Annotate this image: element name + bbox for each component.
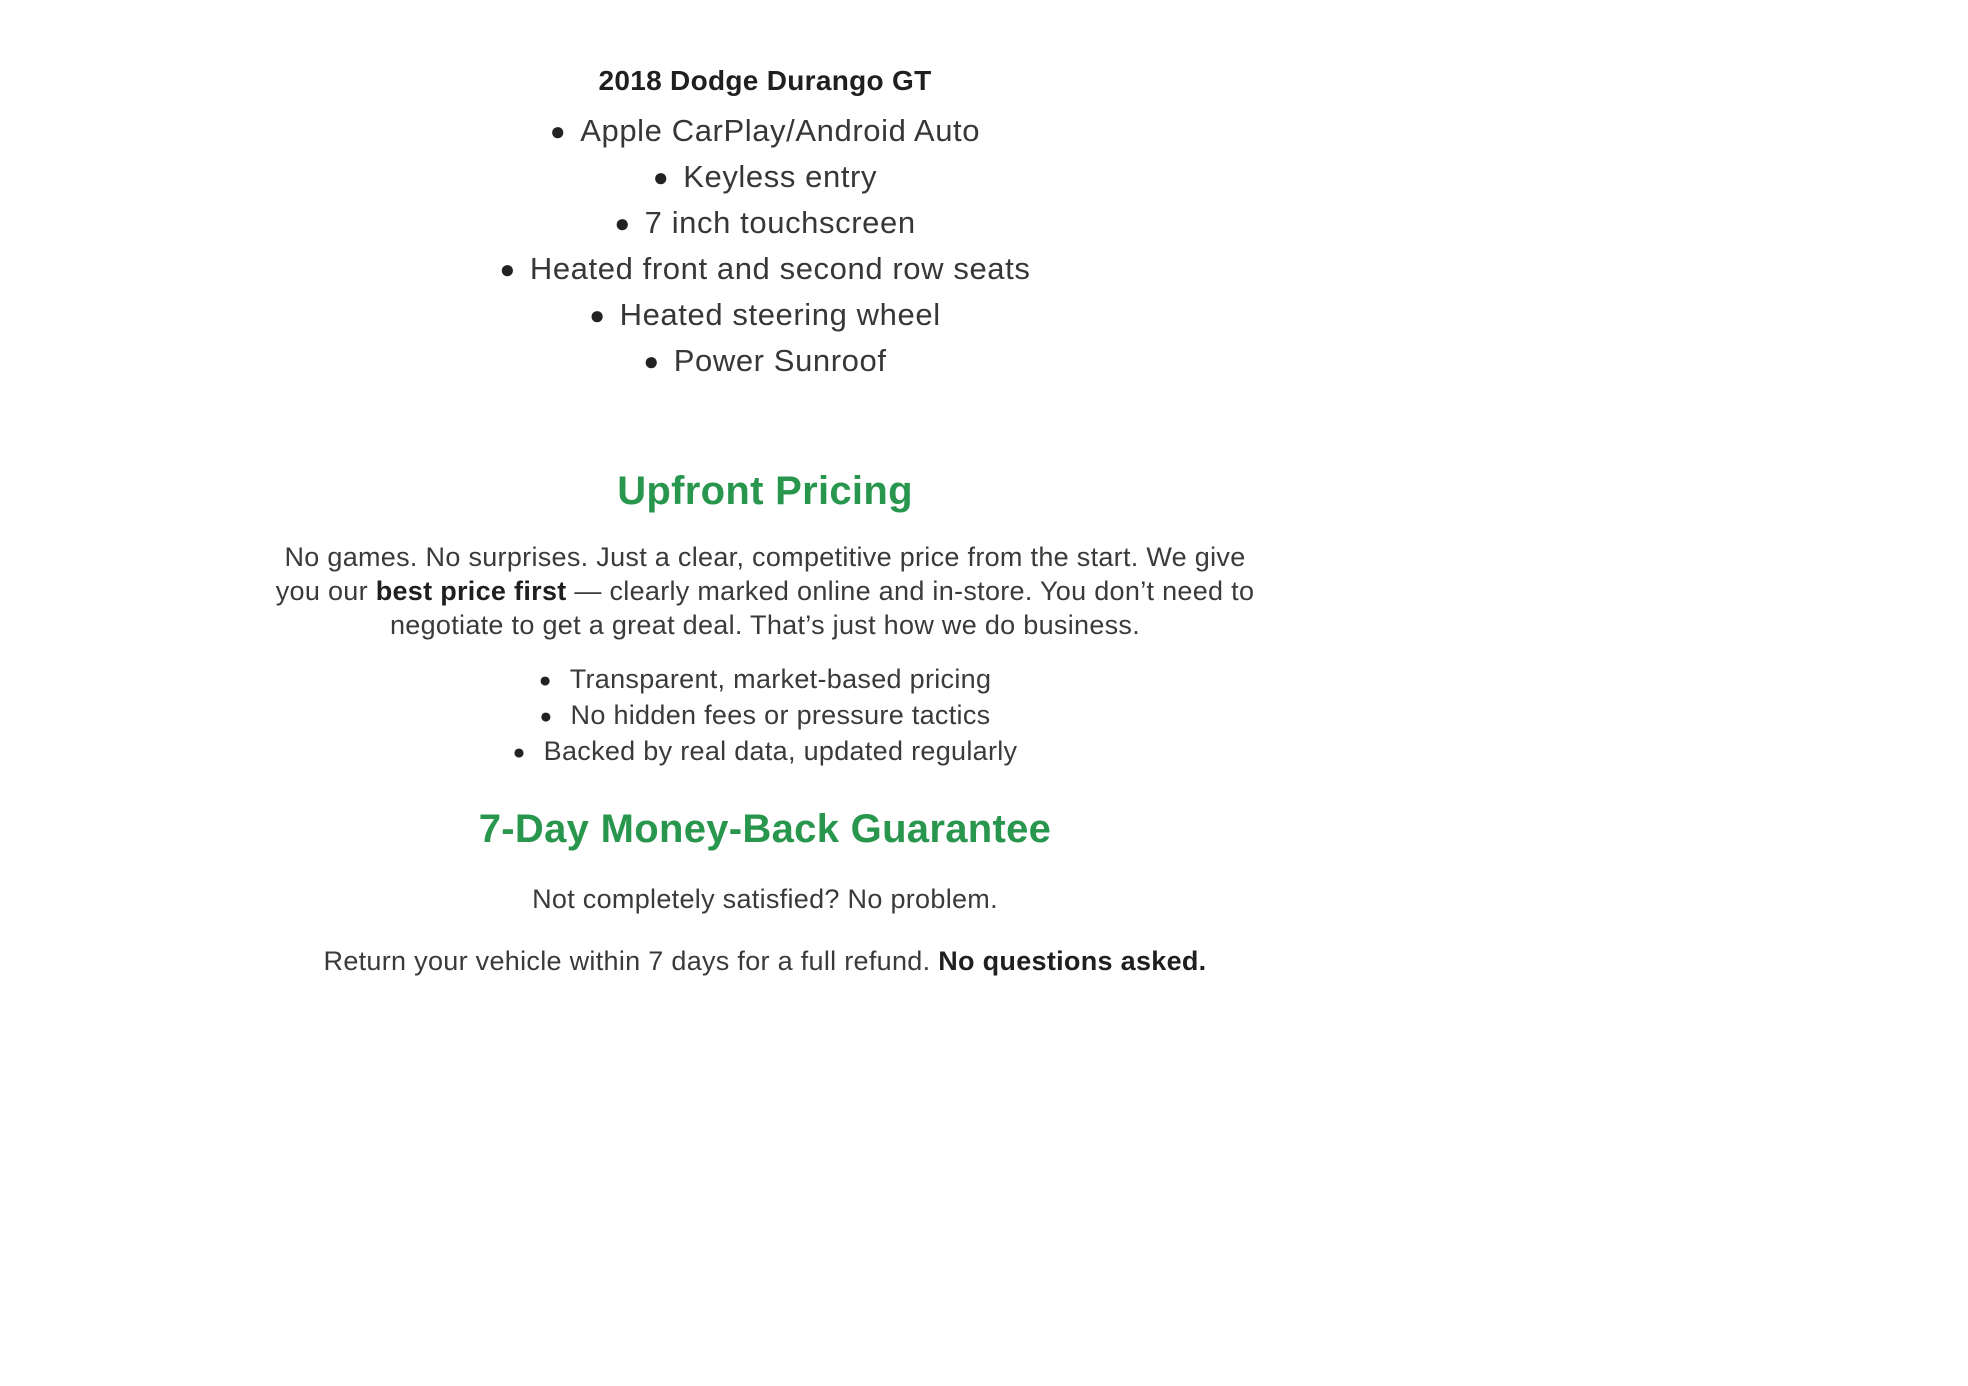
pricing-intro-text: No games. No surprises. Just a clear, competitive price from the start. We give you our bbox=[275, 542, 1246, 606]
vehicle-title: 2018 Dodge Durango GT bbox=[598, 65, 932, 96]
feature-item bbox=[0, 200, 1530, 246]
guarantee-line2 bbox=[0, 944, 1530, 978]
bullet-icon: ● bbox=[614, 208, 631, 238]
bullet-icon: ● bbox=[652, 162, 670, 192]
point-label: No hidden fees or pressure tactics bbox=[570, 700, 991, 730]
feature-item bbox=[0, 338, 1530, 384]
feature-label: Apple CarPlay/Android Auto bbox=[580, 113, 981, 148]
point-item bbox=[0, 662, 1530, 698]
money-back-guarantee-heading: 7-Day Money-Back Guarantee bbox=[478, 807, 1052, 851]
feature-label: Keyless entry bbox=[683, 159, 878, 194]
feature-label: Heated front and second row seats bbox=[529, 251, 1031, 286]
feature-item bbox=[0, 292, 1530, 338]
pricing-intro-text: — clearly marked online and in-store. You don’t need to negotiate to get a great deal. That’s just how we do business. bbox=[389, 576, 1255, 640]
pricing-intro-bold: best price first bbox=[375, 576, 567, 606]
feature-item bbox=[0, 154, 1530, 200]
point-label: Backed by real data, updated regularly bbox=[543, 736, 1018, 766]
bullet-icon: ● bbox=[539, 705, 553, 728]
bullet-icon: ● bbox=[499, 254, 516, 284]
feature-label: Heated steering wheel bbox=[619, 297, 941, 332]
point-item bbox=[0, 734, 1530, 770]
feature-label: 7 inch touchscreen bbox=[644, 205, 916, 240]
point-item bbox=[0, 698, 1530, 734]
vehicle-feature-list bbox=[0, 108, 1530, 384]
guarantee-line1: Not completely satisfied? No problem. bbox=[532, 884, 998, 914]
bullet-icon: ● bbox=[643, 346, 660, 376]
bullet-icon: ● bbox=[538, 669, 552, 692]
pricing-points-list bbox=[0, 662, 1530, 770]
feature-label: Power Sunroof bbox=[673, 343, 887, 378]
upfront-pricing-paragraph bbox=[270, 540, 1260, 642]
point-label: Transparent, market-based pricing bbox=[569, 664, 992, 694]
bullet-icon: ● bbox=[512, 741, 526, 764]
feature-item bbox=[0, 246, 1530, 292]
upfront-pricing-heading: Upfront Pricing bbox=[617, 469, 913, 513]
guarantee-line2-text: Return your vehicle within 7 days for a full refund. bbox=[323, 946, 939, 976]
guarantee-line2-bold: No questions asked. bbox=[938, 946, 1207, 976]
bullet-icon: ● bbox=[589, 300, 606, 330]
feature-item bbox=[0, 108, 1530, 154]
bullet-icon: ● bbox=[549, 116, 567, 146]
